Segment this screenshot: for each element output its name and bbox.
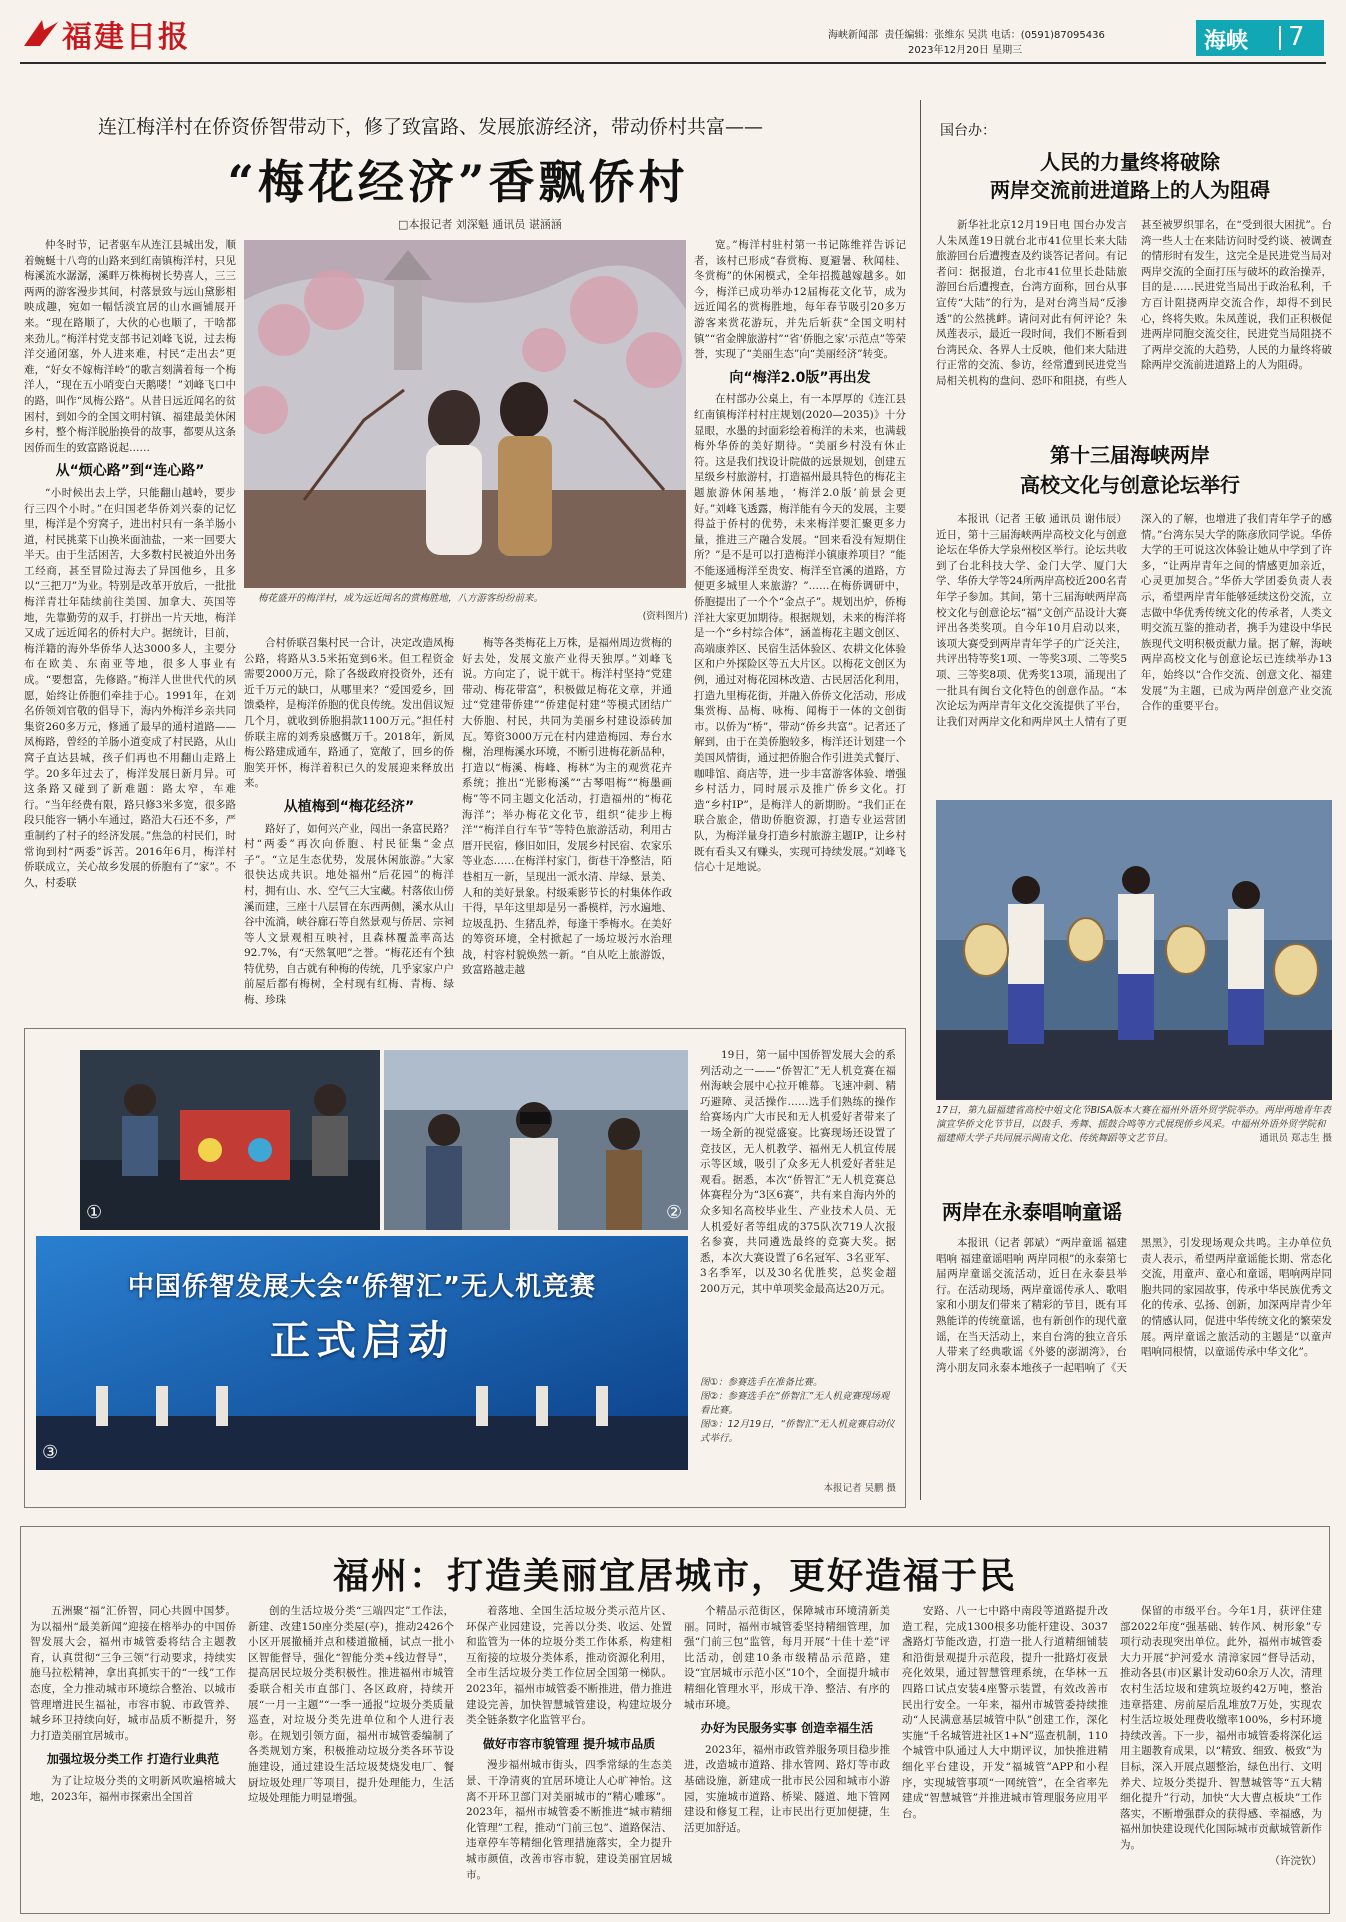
lead-col2-para: 合村侨联召集村民一合计，决定改造凤梅公路，将路从3.5米拓宽到6米。但工程资金需要2000万元，除了各级政府投资外，还有近千万元的缺口，从哪里来？“爱国爱乡，回馈桑梓，是梅洋侨胞的优良传统。发出倡议短几个月，就收到侨胞捐款1100万元。”担任村侨联主席的刘秀泉感慨万千。2018年，新凤梅公路建成通车，路通了，宽敞了，回乡的侨胞笑开怀，梅洋着积已久的发展迎来释放出来。 xyxy=(244,637,454,790)
masthead-info xyxy=(828,28,1168,58)
lead-photo-caption xyxy=(258,592,678,606)
section-name: 海峡 xyxy=(1204,29,1249,54)
tao-headline-line1: 人民的力量终将破除 xyxy=(1040,150,1220,174)
fuzhou-subhead-2: 做好市容市貌管理 提升城市品质 xyxy=(482,1736,656,1751)
lead-subhead-3: 向“梅洋2.0版”再出发 xyxy=(729,369,871,386)
fuzhou-headline: 福州：打造美丽宜居城市，更好造福于民 xyxy=(332,1555,1017,1597)
lead-col2b-para: 路好了，如何兴产业，闯出一条富民路？村“两委”再次向侨胞、村民征集“金点子”。“立足生态优势，发展休闲旅游。”大家很快达成共识。地处福州“后花园”的梅洋村，拥有山、水、空气三大宝藏。村落依山傍溪而建，三座十八层冒在东西两侧，溪水从山谷中流淌，峡谷廊石等自然景观与侨居、宗祠等人文景观相互映衬，且森林覆盖率高达92.7%，有“天然氧吧”之誉。“梅花还有个独特优势，自古就有种梅的传统，几乎家家户户前屋后都有梅树，全村现有红梅、青梅、绿梅、珍珠 xyxy=(244,822,454,1007)
fuzhou-col5-para: 安路、八一七中路中南段等道路提升改造工程，完成1300根多功能杆建设、3037盏路灯节能改造，打造一批人行道精细铺装和沿街景观提升示范段，提升一批路灯夜景亮化效果，通过智慧管理系统，在华林一五四路口试点安装4座警示装置，有效改善市民出行安全。一年来，福州市城管委持续推动“人民满意基层城管中队”创建工作，深化实施“千名城管进社区1+N”巡查机制，110个城管中队通过人大中期评议，加快推进精细化平台建设，开发“福城管”APP和小程序，实现城管事项“一网统管”，在全省率先建成“智慧城管”并推进城市管理服务应用平台。 xyxy=(902,1605,1108,1820)
fuzhou-col2-para: 创的生活垃圾分类“三端四定”工作法，新建、改建150座分类屋(亭)，推动2426个小区开展撤桶并点和楼道撤桶，试点一批小区智能督导，强化“智能分类+线边督导”，提高居民垃圾分类积极性。推进福州市城管委联合相关市直部门、各区政府，持续开展“一月一主题”“一季一通报”垃圾分类质量巡查，对垃圾分类先进单位和个人进行表彰。在规划引领方面，福州市城管委编制了各类规划方案，积极推动垃圾分类各环节设施建设，通过建设生活垃圾焚烧发电厂、餐厨垃圾处理厂等项目，提升处理能力，生活垃圾处理能力明显增强。 xyxy=(248,1605,454,1805)
vr-headset-scene xyxy=(384,1050,688,1230)
drone-credit: 本报记者 吴鹏 摄 xyxy=(823,1483,896,1494)
lead-col4b-para: 在村部办公桌上，有一本厚厚的《连江县红南镇梅洋村村庄规划(2020—2035)》十分显眼，水墨的封面彩绘着梅洋的未来，也满载梅外华侨的美好期待。“美丽乡村没有休止符。这是我们找设计院做的远景规划，创建五星级乡村旅游村，打造福州最具特色的梅花主题旅游休闲基地，‘梅洋2.0版’前景会更好。”刘峰飞透露，梅洋能有今天的发展，主要得益于侨村的优势，未来梅洋要汇聚更多力量，推进三产融合发展。“回来看没有短期住所？”是不是可以打造梅洋小镇康养项目？”能不能逐通梅洋至贵安、梅洋至官溪的道路，方便更多城里人来旅游？”……在梅侨调研中，侨胞提出了一个个“金点子”。规划出炉，侨梅洋社大家更加期待。根据规划，未来的梅洋将是一个“乡村综合体”，涵盖梅花主题文创区、高端康养区、民宿生活体验区、农耕文化体验区和户外探险区等五大片区。以梅花文创区为例，通过对梅花园林改造、古民居活化利用，打造九里梅花街，并融入侨侨文化活动，形成集赏梅、品梅、咏梅、闻梅于一体的文创街市。以侨为“桥”，带动“侨乡共富”。记者还了解到，由于在美侨胞较多，梅洋还计划建一个美国风情街，通过把侨胞合作引进美式餐厅、咖啡馆、商店等，进一步丰富游客体验、增强乡村活力，同时展示及推广侨乡文化。打造“乡村IP”，是梅洋人的新期盼。“我们正在联合旅企，借助侨胞资源，打造专业运营团队，为梅洋量身打造乡村旅游主题IP，让乡村既有看头又有赚头，实现可持续发展。”刘峰飞信心十足地说。 xyxy=(694,393,906,874)
tao-tag: 国台办： xyxy=(940,123,996,139)
tao-headline xyxy=(930,148,1330,204)
fuzhou-col6-para: 保留的市级平台。今年1月，获评住建部2022年度“强基础、转作风、树形象”专项行动表现突出单位。此外，福州市城管委大力开展“护河爱水 清漳家园”督导活动，推动各县(市)区累计发动60余万人次，清理农村生活垃圾和建筑垃圾约42万吨，整治违章搭建、房前屋后乱堆放7万处，实现农村生活垃圾处理费收缴率100%，乡村环境持续改善。下一步，福州市城管委将深化运用主题教育成果，以“精致、细致、极致”为目标，深入开展点题整治，绿色出行、文明养犬、垃圾分类提升、智慧城管等“五大精细化提升”行动，加快“大大曹点板块”工作落实，不断增强群众的获得感、幸福感，为福州加快建设现代化国际城市贡献城管新作为。 xyxy=(1120,1605,1322,1851)
tao-body-para: 新华社北京12月19日电 国台办发言人朱凤莲19日就台北市41位里长来大陆旅游回台后遭搜查及约谈答记者问。有记者问：据报道，台北市41位里长赴陆旅游回台后遭搜查，台湾方面称，回台从事宣传“大陆”的行为，是对台湾当局“反渗透”的公然挑衅。请问对此有何评论？朱凤莲表示，最近一段时间，我们不断看到台湾民众、各界人士反映，他们来大陆进行正常的交流、参访，经常遭到民进党当局相关机构的盘问、恐吓和阻挠，有些人甚至被罗织罪名，在“受到很大困扰”。台湾一些人士在来陆访问时受约谈、被调查的情形时有发生，这完全是民进党当局对两岸交流的全面打压与破坏的政治操弄，目的是……民进党当局出于政治私利，千方百计阻挠两岸交流合作，却得不到民心，终将失败。朱凤莲说，我们正积极促进两岸同胞交流交往，民进党当局阻挠不了两岸交流的大趋势，人民的力量终将破除两岸交流前进道路上的人为阻碍。 xyxy=(936,219,1332,387)
fuzhou-column-4 xyxy=(684,1604,890,1908)
dance-stage-scene xyxy=(936,800,1332,1100)
masthead xyxy=(0,0,1346,62)
fuzhou-col4b-para: 2023年，福州市政管养服务项目稳步推进，改造城市道路、排水管网、路灯等市政基础设施，新建成一批市民公园和城市小游园，实施城市道路、桥梁、隧道、地下管网建设和修复工程，让市民出行更加便捷，生活更加舒适。 xyxy=(684,1743,890,1834)
drone-photo-2 xyxy=(384,1050,688,1230)
lead-photo xyxy=(244,240,686,588)
section-tab xyxy=(1196,20,1324,56)
fuzhou-column-2 xyxy=(248,1604,454,1908)
fuzhou-author: （许浣钦） xyxy=(1269,1854,1322,1867)
lead-photo-credit: (资料图片) xyxy=(642,611,688,622)
drone-photo-2-marker: ② xyxy=(666,1202,683,1223)
drone-banner xyxy=(36,1266,688,1366)
logo-emblem-icon xyxy=(22,16,60,50)
lead-headline: “梅花经济”香飘侨村 xyxy=(227,155,689,209)
page-number: 7 xyxy=(1288,22,1305,52)
plum-blossom-scene xyxy=(244,240,686,588)
logo-text: 福建日报 xyxy=(62,20,190,55)
forum-photo xyxy=(936,800,1332,1100)
fuzhou-column-5 xyxy=(902,1604,1108,1908)
drone-photo-1 xyxy=(80,1050,380,1230)
forum-photo-credit: 通讯员 郑志生 摄 xyxy=(1259,1133,1332,1144)
newspaper-logo xyxy=(22,12,202,55)
fuzhou-column-6 xyxy=(1120,1604,1322,1908)
lead-col3-para: 梅等各类梅花上万株，是福州周边赏梅的好去处，发展文旅产业得天独厚。”刘峰飞说。方向定了，说干就干。梅洋村坚持“党建带动、梅花带富”，积极做足梅花文章，并通过“党建带侨建”“侨建促村建”等模式团结广大侨胞、村民，共同为美丽乡村建设添砖加瓦。筹资3000万元在村内建造梅园、寿台水榭，治理梅溪水环境，不断引进梅花新品种，打造以“梅溪、梅峰、梅林”为主的观赏花卉系统；推出“光影梅溪”“古琴唱梅”“梅墨画梅”等不同主题文化活动，打造福州的“梅花海洋”；举办梅花文化节，组织“徒步上梅洋”“梅洋自行车节”等特色旅游活动，利用古厝开民宿，修旧如旧，发展乡村民宿、农家乐等业态……在梅洋村家门，街巷干净整洁，陌巷相互一新，呈现出一派水清、岸绿、景美、人和的美好景象。村级乘影节长的村集体作政干得，旱年这里却是另一番模样，污水遍地、垃圾乱扔、生猪乱养，每逢干季梅水。在美好的筹资环境，全村掀起了一场垃圾污水治理战，村容村貌焕然一新。“自从吃上旅游饭，致富路越走越 xyxy=(462,637,672,977)
fuzhou-col4-para: 个精品示范街区，保障城市环境清新美丽。同时，福州市城管委坚持精细管理，加强“门前三包”监管，每月开展“十佳十差”评比活动，创建10条市级精品示范路，建设“宜居城市示范小区”10个，全面提升城市精细化管理水平，形成干净、整洁、有序的城市环境。 xyxy=(684,1605,890,1711)
lead-col1b-para: “小时候出去上学，只能翻山越岭，要步行三四个小时。”在归国老华侨刘兴泰的记忆里，梅洋是个穷窝子，进出村只有一条羊肠小道，村民挑菜下山换米面油盐，一来一回要大半天。由于生活困苦，大多数村民被迫外出务工经商，甚至冒险过海去了异国他乡，且多以“三把刀”为业。特别是改革开放后，一批批梅洋青壮年陆续前往美国、加拿大、英国等地，先靠勤劳的双手，打拼出一片天地，梅洋又成了远近闻名的侨村大户。据统计，目前，梅洋籍的海外华侨华人达3000多人，主要分布在欧美、东南亚等地，很多人事业有成。“要想富，先修路。”梅洋人世世代代的夙愿，始终让侨胞们牵挂于心。1991年，在刘名侨领刘官敬的倡导下，海内外梅洋乡亲共同集资260多万元，修通了最早的通村道路——凤梅路，曾经的羊肠小道变成了村民路，从山窝子直达县城，孩子们再也不用翻山走路上学。20多年过去了，梅洋发展日新月异。可这条路又碰到了新难题：路太窄，车难行。“当年经费有限，路只修3米多宽，很多路段只能容一辆小车通过，路沿大石还不多，严重制约了村子的经济发展。”焦急的村民们，时常询到村“两委”诉苦。2016年6月，梅洋村侨联成立，关心故乡发展的侨胞有了“家”。不久，村委联 xyxy=(24,486,236,889)
fuzhou-col1-para: 五洲聚“福”汇侨智，同心共圆中国梦。为以福州“最美新闻”迎接在榕举办的中国侨智发展大会，福州市城管委将结合主题教育，认真贯彻“三争三领”行动要求，持续实施马拉松精神，拿出真抓实干的“一线”工作态度，全力推动城市环境综合整治、以城市管理增进民生福祉，市容市貌、市政管养、城乡环卫持续向好，城市品质不断提升，努力打造美丽宜居城市。 xyxy=(30,1605,236,1742)
lead-col1-para: 仲冬时节，记者驱车从连江县城出发，顺着蜿蜒十八弯的山路来到红南镇梅洋村，只见梅溪流水潺潺，溪畔万株梅树长势喜人，三三两两的游客漫步其间，村落景致与远山黛影相映成趣，宛如一幅恬淡宜居的山水画铺展开来。“现在路顺了，大伙的心也顺了，干啥都来劲儿。”梅洋村党支部书记刘峰飞说，过去梅洋交通闭塞，外人进来难，村民“走出去”更难，“好女不嫁梅洋岭”的歌言刻满着每一个梅洋人，“现在五小哨变白天鹅喽！”刘峰飞口中的路，叫作“凤梅公路”。从昔日远近闻名的贫困村，到如今的全国文明村镇、福建最美休闲乡村，整个梅洋脱胎换骨的故事，都要从这条因侨而生的致富路说起…… xyxy=(24,239,236,454)
fuzhou-column-1 xyxy=(30,1604,236,1908)
song-headline: 两岸在永泰唱响童谣 xyxy=(942,1200,1122,1224)
forum-body-para: 本报讯（记者 王敏 通讯员 谢伟辰）近日，第十三届海峡两岸高校文化与创意论坛在华侨大学泉州校区举行。论坛共收到了台北科技大学、金门大学、厦门大学、华侨大学等24所两岸高校近200名青年学子参加。其间，第十三届海峡两岸高校文化与创意论坛“福”文创产品设计大赛评出各类奖项。自今年10月启动以来，该项大赛受到两岸青年学子的广泛关注，共评出特等奖1项、一等奖3项、二等奖5项、三等奖8项、优秀奖13项，涌现出了一批具有闽台文化特色的创意作品。“本次论坛为两岸青年文化交流提供了平台，让我们对两岸文化和两岸风土人情有了更深入的了解，也增进了我们青年学子的感情。”台湾东吴大学的陈彦欣同学说。华侨大学的王可说这次体验让她从中学到了许多，“让两岸青年之间的情感更加亲近，心灵更加契合。”华侨大学团委负责人表示，希望两岸青年能够延续这份交流，立志做中华优秀传统文化的传承者，人类文明交流互鉴的推动者，携手为建设中华民族现代文明积极贡献力量。据了解，海峡两岸高校文化与创意论坛已连续举办13年，始终以“合作交流、创意文化、福建发展”为主题，已成为两岸创意产业交流合作的重要平台。 xyxy=(936,513,1332,728)
masthead-editor: 责任编辑：张维东 吴洪 电话：(0591)87095436 xyxy=(884,30,1105,41)
masthead-dept: 海峡新闻部 xyxy=(828,30,878,41)
lead-col4-para: 宽。”梅洋村驻村第一书记陈维祥告诉记者，该村已形成“春赏梅、夏避暑、秋闻桂、冬赏梅”的休闲模式，全年招揽越嫁越多。如今，梅洋已成功举办12届梅花文化节，成为远近闻名的赏梅胜地，每年春节吸引20多万游客来赏花游玩，并先后斩获“全国文明村镇”“省金牌旅游村”“省‘侨胞之家’示范点”等荣誉，实现了“美丽生态”向“美丽经济”转变。 xyxy=(694,239,906,361)
drone-body xyxy=(700,1048,896,1372)
forum-body xyxy=(936,512,1332,796)
fuzhou-subhead-1: 加强垃圾分类工作 打造行业典范 xyxy=(46,1752,220,1767)
drone-robot-scene xyxy=(80,1050,380,1230)
drone-body-para: 19日，第一届中国侨智发展大会的系列活动之一——“侨智汇”无人机竞赛在福州海峡会展中心拉开帷幕。飞速冲刺、精巧避障、灵活操作……选手们熟练的操作给赛场内广大市民和无人机爱好者带来了一场全新的视觉盛宴。比赛现场还设置了竞技区，无人机教学、福州无人机宣传展示等区域，吸引了众多无人机爱好者驻足观看。据悉，本次“侨智汇”无人机竞赛总体赛程分为“3区6赛”，共有来自海内外的众多知名高校毕业生、产业技术人员、无人机爱好者等组成的375队次719人次报名参赛，共同遴选最终的竞赛大奖。据悉，本次大赛设置了6名冠军、3名亚军、3名季军，以及30名优胜奖，总奖金超200万元，其中单项奖金最高达20万元。 xyxy=(700,1049,896,1295)
masthead-rule xyxy=(20,62,1326,64)
lead-photo-caption-text: 梅花盛开的梅洋村，成为远近闻名的赏梅胜地，八方游客纷纷前来。 xyxy=(258,593,544,604)
drone-photo-1-marker: ① xyxy=(86,1202,103,1223)
song-body xyxy=(936,1236,1332,1512)
fuzhou-col3b-para: 漫步福州城市街头，四季常绿的生态美景、干净清爽的宜居环境让人心旷神怡。这离不开环卫部门对美丽城市的“精心雕琢”。2023年，福州市城管委不断推进“城市精细化管理”工程，推动“门前三包”、道路保洁、违章停车等精细化管理措施落实，全力提升城市颜值，改善市容市貌，建设美丽宜居城市。 xyxy=(466,1759,672,1881)
column-divider xyxy=(920,100,921,1500)
drone-caption-3: 图③：12月19日，“侨智汇”无人机竞赛启动仪式举行。 xyxy=(700,1419,895,1444)
forum-headline xyxy=(930,440,1330,500)
drone-banner-line2: 正式启动 xyxy=(270,1318,454,1364)
fuzhou-col1b-para: 为了让垃圾分类的文明新风吹遍榕城大地，2023年，福州市探索出全国首 xyxy=(30,1774,236,1803)
lead-byline: □本报记者 刘深魁 通讯员 谌涵涵 xyxy=(398,218,562,231)
drone-banner-line1: 中国侨智发展大会“侨智汇”无人机竞赛 xyxy=(127,1272,597,1302)
fuzhou-subhead-3: 办好为民服务实事 创造幸福生活 xyxy=(700,1721,874,1736)
drone-captions xyxy=(700,1376,896,1446)
drone-caption-1: 图①：参赛选手在准备比赛。 xyxy=(700,1377,823,1388)
lead-subhead-2: 从植梅到“梅花经济” xyxy=(283,798,415,815)
song-body-para: 本报讯（记者 郭斌）“两岸童谣 福建唱响 福建童谣唱响 两岸同根”的永泰第七届两岸童谣交流活动，近日在永泰县举行。在活动现场，两岸童谣传承人、歌唱家和小朋友们带来了精彩的节目，既有耳熟能详的传统童谣，也有新创作的现代童谣，在当天活动上，来自台湾的独立音乐人带来了经典歌谣《外婆的澎湖湾》，台湾小朋友同永泰本地孩子一起唱响了《天黑黑》，引发现场观众共鸣。主办单位负责人表示，希望两岸童谣能长期、常态化交流，用童声、童心和童谣，唱响两岸同胞共同的家园故事，传承中华民族优秀文化的传承、弘扬、创新，加深两岸青少年的情感认同，促进中华传统文化的繁荣发展。两岸童谣之旅活动的主题是“以童声唱响同根情，以童谣传承中华文化”。 xyxy=(936,1237,1332,1374)
forum-photo-caption-text: 17日，第九届福建省高校中姐文化节BISA版本大赛在福州外语外贸学院举办。两岸两地青年表演宣华侨文化节节目，以鼓手、秀舞、摇鼓合鸣等方式展现侨乡风采。中福州外语外贸学院和福建师大学子共同展示闽南文化、传统舞蹈等文艺节目。 xyxy=(936,1105,1331,1144)
drone-photo-3-marker: ③ xyxy=(42,1442,59,1463)
lead-kicker: 连江梅洋村在侨资侨智带动下，修了致富路、发展旅游经济，带动侨村共富—— xyxy=(98,116,764,138)
fuzhou-column-3 xyxy=(466,1604,672,1908)
lead-subhead-1: 从“烦心路”到“连心路” xyxy=(55,463,205,480)
tao-headline-line2: 两岸交流前进道路上的人为阻碍 xyxy=(990,178,1270,202)
forum-photo-caption xyxy=(936,1104,1332,1146)
forum-headline-line1: 第十三届海峡两岸 xyxy=(1050,443,1210,467)
forum-headline-line2: 高校文化与创意论坛举行 xyxy=(1020,473,1240,497)
tao-body xyxy=(936,218,1332,428)
masthead-date: 2023年12月20日 星期三 xyxy=(908,45,1023,56)
drone-caption-2: 图②：参赛选手在“侨智汇”无人机竞赛现场观看比赛。 xyxy=(700,1391,890,1416)
fuzhou-col3-para: 着落地、全国生活垃圾分类示范片区、环保产业园建设，完善以分类、收运、处置和监管为一体的垃圾分类工作体系，构建相互衔接的垃圾分类体系，推动资源化利用，全市生活垃圾分类工作位居全国第一梯队。2023年，福州市城管委不断推进，借力推进建设完善，加快智慧城管建设，构建垃圾分类全链条数字化监管平台。 xyxy=(466,1605,672,1727)
drone-photo-3 xyxy=(36,1236,688,1470)
